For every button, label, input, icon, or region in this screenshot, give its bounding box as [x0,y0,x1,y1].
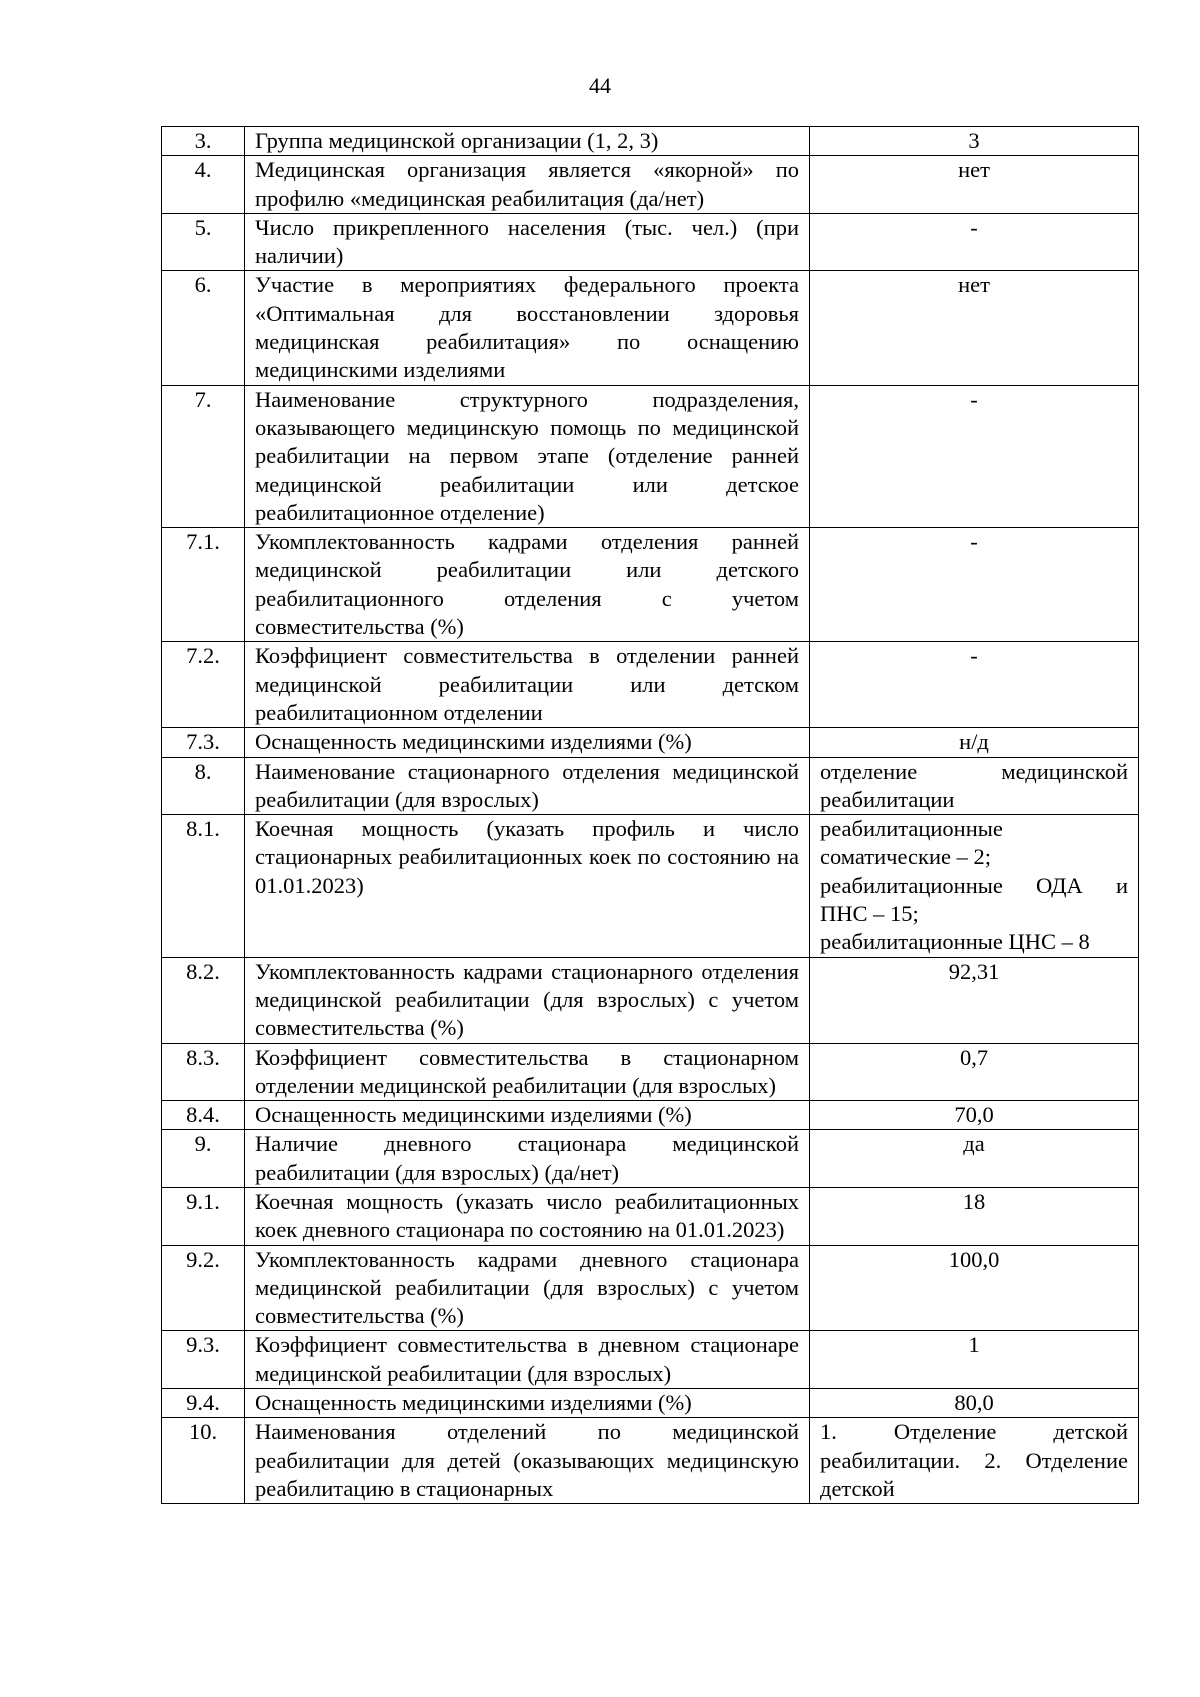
row-number: 9.1. [162,1187,245,1245]
row-description: Медицинская организация является «якорной» по профилю «медицинская реабилитация (да/нет) [245,156,810,214]
table-row [162,815,1139,957]
row-number: 8.3. [162,1043,245,1101]
row-description: Оснащенность медицинскими изделиями (%) [245,1389,810,1418]
row-description: Укомплектованность кадрами дневного стационара медицинской реабилитации (для взрослых) с учетом совместительства (%) [245,1245,810,1331]
row-value: - [810,528,1139,642]
row-number: 7.1. [162,528,245,642]
row-number: 8.1. [162,815,245,957]
value-line: реабилитационные ЦНС – 8 [820,929,1090,955]
row-value: 1. Отделение детской реабилитации. 2. Отделение детской [810,1418,1139,1504]
value-line: реабилитационные [820,816,1003,842]
table-row [162,127,1139,156]
row-number: 8.4. [162,1101,245,1130]
row-value: 18 [810,1187,1139,1245]
row-number: 7.2. [162,642,245,728]
row-description: Коечная мощность (указать профиль и число стационарных реабилитационных коек по состоянию на 01.01.2023) [245,815,810,957]
row-value: 80,0 [810,1389,1139,1418]
table-row [162,385,1139,527]
table-row [162,1101,1139,1130]
row-value: нет [810,156,1139,214]
row-number: 8.2. [162,957,245,1043]
row-number: 7. [162,385,245,527]
table-row [162,642,1139,728]
table-row [162,1331,1139,1389]
row-number: 4. [162,156,245,214]
row-value: 70,0 [810,1101,1139,1130]
table-row [162,1187,1139,1245]
row-number: 3. [162,127,245,156]
value-line: ПНС – 15; [820,901,919,927]
row-description: Коэффициент совместительства в отделении ранней медицинской реабилитации или детском реабилитационном отделении [245,642,810,728]
table-row [162,1418,1139,1504]
row-number: 6. [162,271,245,385]
row-value: 0,7 [810,1043,1139,1101]
row-description: Наличие дневного стационара медицинской реабилитации (для взрослых) (да/нет) [245,1130,810,1188]
row-value: - [810,642,1139,728]
row-value [810,815,1139,957]
table-row [162,728,1139,757]
table-row [162,957,1139,1043]
row-description: Коечная мощность (указать число реабилитационных коек дневного стационара по состоянию на 01.01.2023) [245,1187,810,1245]
row-description: Наименование стационарного отделения медицинской реабилитации (для взрослых) [245,757,810,815]
row-description: Укомплектованность кадрами отделения ранней медицинской реабилитации или детского реабилитационного отделения с учетом совместительства (%) [245,528,810,642]
table-row [162,271,1139,385]
row-description: Коэффициент совместительства в стационарном отделении медицинской реабилитации (для взрослых) [245,1043,810,1101]
row-description: Участие в мероприятиях федерального проекта «Оптимальная для восстановлении здоровья медицинская реабилитация» по оснащению медицинскими изделиями [245,271,810,385]
row-description: Группа медицинской организации (1, 2, 3) [245,127,810,156]
row-number: 5. [162,213,245,271]
row-number: 8. [162,757,245,815]
table-row [162,156,1139,214]
row-value: н/д [810,728,1139,757]
row-value: нет [810,271,1139,385]
table-row [162,528,1139,642]
row-number: 9.2. [162,1245,245,1331]
row-value: - [810,213,1139,271]
row-number: 10. [162,1418,245,1504]
table-row [162,1389,1139,1418]
row-value: да [810,1130,1139,1188]
row-number: 9.3. [162,1331,245,1389]
row-number: 9.4. [162,1389,245,1418]
table-row [162,213,1139,271]
row-value: 3 [810,127,1139,156]
row-description: Наименование структурного подразделения, оказывающего медицинскую помощь по медицинской реабилитации на первом этапе (отделение ранней медицинской реабилитации или детское реабилитационное отделение) [245,385,810,527]
row-description: Оснащенность медицинскими изделиями (%) [245,728,810,757]
row-number: 9. [162,1130,245,1188]
table-row [162,1245,1139,1331]
row-description: Оснащенность медицинскими изделиями (%) [245,1101,810,1130]
row-value: отделение медицинской реабилитации [810,757,1139,815]
value-line: реабилитационные ОДА и [820,872,1128,898]
page-number: 44 [589,73,611,98]
table-row [162,1043,1139,1101]
row-description: Коэффициент совместительства в дневном стационаре медицинской реабилитации (для взрослых) [245,1331,810,1389]
table-row [162,757,1139,815]
row-value: 1 [810,1331,1139,1389]
row-description: Число прикрепленного населения (тыс. чел.) (при наличии) [245,213,810,271]
table-row [162,1130,1139,1188]
row-description: Наименования отделений по медицинской реабилитации для детей (оказывающих медицинскую реабилитацию в стационарных [245,1418,810,1504]
row-value: 92,31 [810,957,1139,1043]
row-value: - [810,385,1139,527]
row-description: Укомплектованность кадрами стационарного отделения медицинской реабилитации (для взрослых) с учетом совместительства (%) [245,957,810,1043]
rehabilitation-table [161,126,1139,1504]
value-line: соматические – 2; [820,844,991,870]
row-number: 7.3. [162,728,245,757]
row-value: 100,0 [810,1245,1139,1331]
